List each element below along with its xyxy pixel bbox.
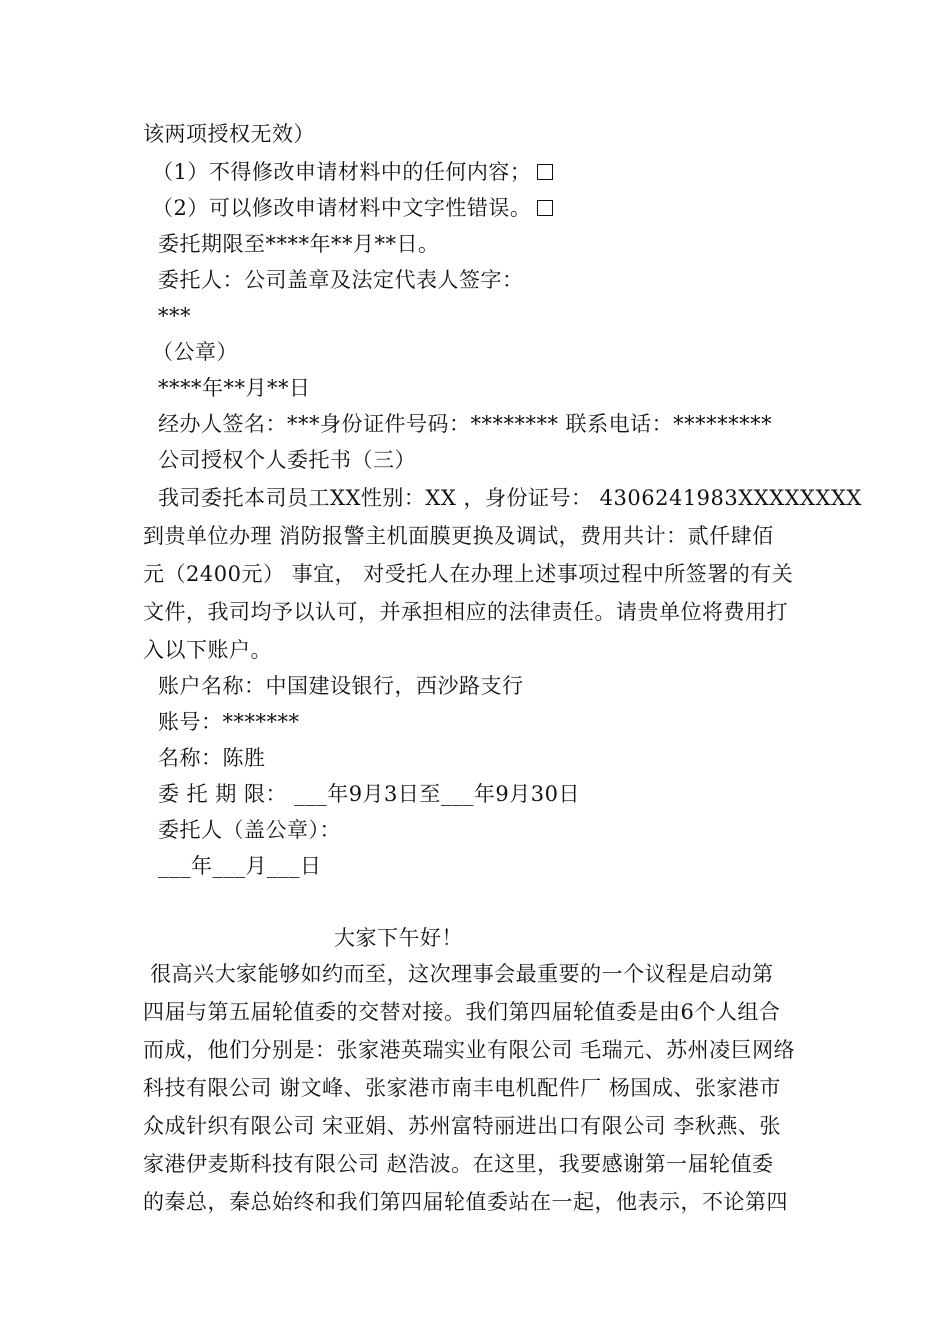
- doc-line-4: 委托期限至****年**月**日。: [158, 232, 440, 256]
- speech-greeting: 大家下午好！: [334, 926, 463, 950]
- speech-line-2: 四届与第五届轮值委的交替对接。我们第四届轮值委是由6个人组合: [143, 1000, 781, 1024]
- doc-line-14: 文件，我司均予以认可，并承担相应的法律责任。请贵单位将费用打: [143, 600, 788, 624]
- speech-line-6: 家港伊麦斯科技有限公司 赵浩波。在这里，我要感谢第一届轮值委: [143, 1152, 774, 1176]
- speech-line-7: 的秦总，秦总始终和我们第四届轮值委站在一起，他表示，不论第四: [143, 1190, 788, 1214]
- doc-line-19: 委 托 期 限： ___年9月3日至___年9月30日: [158, 782, 581, 806]
- option-2-line: [152, 194, 553, 222]
- doc-line-13: 元（2400元） 事宜， 对受托人在办理上述事项过程中所签署的有关: [143, 562, 794, 586]
- doc-line-12: 到贵单位办理 消防报警主机面膜更换及调试，费用共计：贰仟肆佰: [143, 524, 774, 548]
- speech-line-3: 而成，他们分别是：张家港英瑞实业有限公司 毛瑞元、苏州凌巨网络: [143, 1038, 796, 1062]
- doc-line-5: 委托人：公司盖章及法定代表人签字：: [158, 268, 524, 292]
- option-1-checkbox[interactable]: [537, 164, 553, 180]
- doc-line-15: 入以下账户。: [143, 638, 272, 662]
- doc-line-21: ___年___月___日: [158, 854, 322, 878]
- speech-line-4: 科技有限公司 谢文峰、张家港市南丰电机配件厂 杨国成、张家港市: [143, 1076, 781, 1100]
- doc-line-8: ****年**月**日: [158, 376, 311, 400]
- speech-line-1: 很高兴大家能够如约而至，这次理事会最重要的一个议程是启动第: [143, 962, 774, 986]
- option-1-line: [152, 158, 553, 186]
- speech-line-5: 众成针织有限公司 宋亚娟、苏州富特丽进出口有限公司 李秋燕、张: [143, 1114, 781, 1138]
- option-1-text: （1）不得修改申请材料中的任何内容；: [152, 160, 532, 184]
- doc-line-6: ***: [158, 304, 191, 328]
- option-2-text: （2）可以修改申请材料中文字性错误。: [152, 196, 532, 220]
- doc-line-20: 委托人（盖公章）：: [158, 818, 341, 842]
- option-2-checkbox[interactable]: [537, 200, 553, 216]
- doc-line-16: 账户名称：中国建设银行，西沙路支行: [158, 674, 524, 698]
- doc-line-17: 账号：*******: [158, 710, 300, 734]
- doc-line-1: 该两项授权无效）: [143, 122, 315, 146]
- doc-line-11: 我司委托本司员工XX性别：XX ，身份证号： 4306241983XXXXXXXX: [158, 486, 862, 510]
- doc-line-9: 经办人签名：***身份证件号码：******** 联系电话：*********: [158, 412, 773, 436]
- doc-line-10: 公司授权个人委托书（三）: [158, 448, 416, 472]
- doc-line-18: 名称：陈胜: [158, 746, 266, 770]
- doc-line-7: （公章）: [152, 340, 238, 364]
